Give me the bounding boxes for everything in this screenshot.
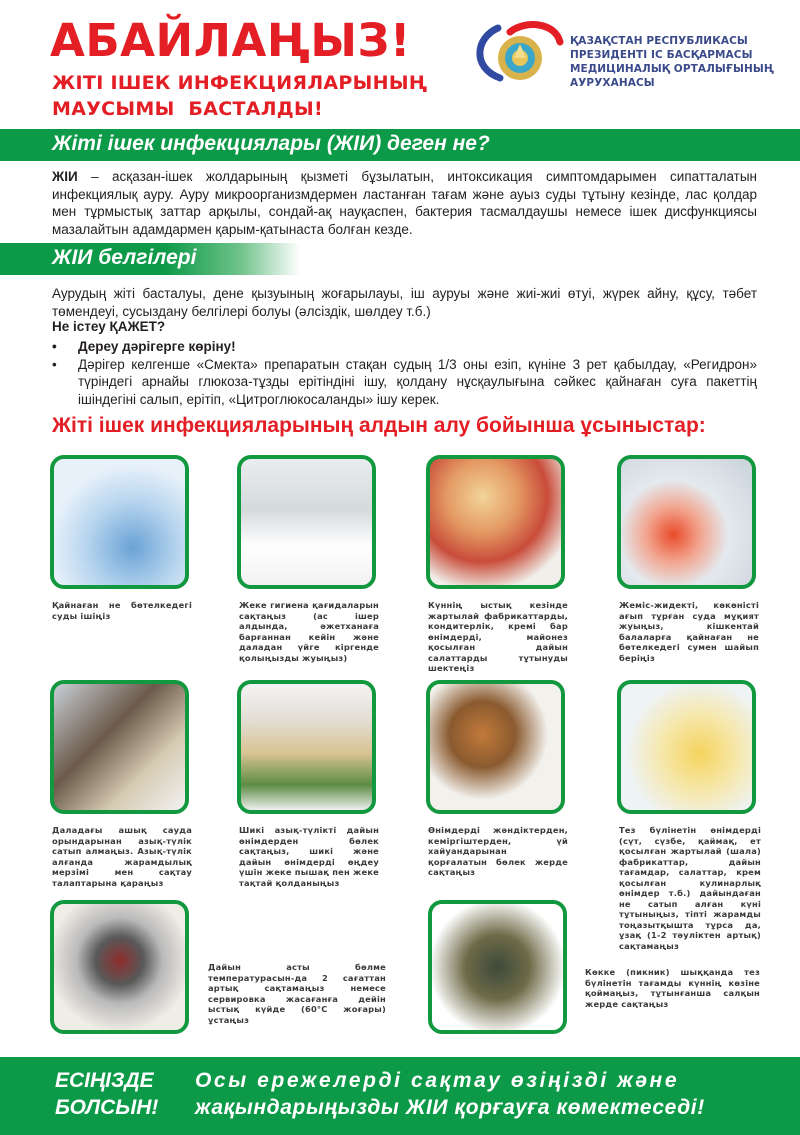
washing-fruit-photo <box>617 455 756 589</box>
dog-cat-food-photo <box>426 680 565 814</box>
magnifier-market-photo <box>50 680 189 814</box>
recommendation-text: Өнімдерді жәндіктерден, кеміргіштерден, үй хайуандарынан қорғалатын бөлек жерде сақтаңыз <box>428 825 568 877</box>
section-heading-text: ЖІИ белгілері <box>52 246 197 269</box>
handwashing-photo <box>237 455 376 589</box>
recommendation-text: Жеке гигиена қағидаларын сақтаңыз (ас ішер алдында, әжетханаға барғаннан кейін және даладан үйге кіргенде қолыңызды жуыңыз) <box>239 600 379 663</box>
page-subtitle <box>52 70 427 122</box>
footer-left-line-2: БОЛСЫН! <box>55 1096 159 1119</box>
org-line-3: МЕДИЦИНАЛЫҚ ОРТАЛЫҒЫНЫҢ <box>570 63 774 75</box>
prepared-food-photo <box>426 455 565 589</box>
page-title: АБАЙЛАҢЫЗ! <box>50 14 411 67</box>
section-heading-symptoms <box>0 243 300 275</box>
what-to-do-heading: Не істеу ҚАЖЕТ? <box>52 319 166 334</box>
picnic-bag-photo <box>428 900 567 1034</box>
term-label: ЖІИ <box>52 169 78 184</box>
list-item: • Дереу дәрігерге көріну! <box>52 338 757 356</box>
org-line-4: АУРУХАНАСЫ <box>570 77 655 89</box>
subtitle-line-2: МАУСЫМЫ БАСТАЛДЫ! <box>52 98 323 120</box>
symptoms-paragraph: Аурудың жіті басталуы, дене қызуының жоғарылауы, іш ауруы және жиі-жиі өтуі, жүрек айну, құсу, тәбет төмендеуі, сусыздану белгілері болуы (әлсіздік, шөлдеу т.б.) <box>52 286 757 319</box>
definition-text: – асқазан-ішек жолдарының қызметі бұзылатын, интоксикация симптомдарымен сипатталатын инфекциялық ауру. Ауру микроорганизмдермен ластанған тағам және ауыз суды тұтыну кезінде, лас қолдар мен тұрмыстық заттар арқылы, сондай-ақ науқаспен, бактерия тасмалдаушы немесе ішек дисфункциясы мазалайтын адамдармен қарым-қатынаста болған кезде. <box>52 169 757 237</box>
dairy-products-photo <box>617 680 756 814</box>
org-line-1: ҚАЗАҚСТАН РЕСПУБЛИКАСЫ <box>570 35 748 47</box>
footer-left-line-1: ЕСІҢІЗДЕ <box>55 1069 154 1092</box>
water-pouring-photo <box>50 455 189 589</box>
recommendation-text: Жеміс-жидекті, көкөністі ағып тұрған суда мұқият жуыңыз, кішкентай балаларға қайнаған не бөтелкедегі сумен шайып беріңіз <box>619 600 759 663</box>
footer-banner <box>0 1057 800 1135</box>
pressure-cooker-photo <box>50 900 189 1034</box>
footer-message <box>195 1067 705 1121</box>
list-item: • Дәрігер келгенше «Смекта» препаратын стақан судың 1/3 оны езіп, күніне 3 рет қабылдау, «Регидрон» түріндегі арнайы глюкоза-тұзды ерітіндіні ішу, қолдану нұсқаулығына сәйкес қайнаған суға пакеттің ішіндегіні салып, ерітіп, «Цитроглюкосаланды» ішу керек. <box>52 356 757 409</box>
section-heading-text: Жіті ішек инфекциялары (ЖІИ) деген не? <box>52 132 490 155</box>
recommendation-text: Күннің ыстық кезінде жартылай фабрикаттарды, кондитерлік, кремі бар өнімдерді, майонез қосылған дайын салаттарды тұтынуды шектеңіз <box>428 600 568 673</box>
recommendations-title: Жіті ішек инфекцияларының алдын алу бойынша ұсыныстар: <box>52 414 706 437</box>
org-line-2: ПРЕЗИДЕНТІ ІС БАСҚАРМАСЫ <box>570 49 753 61</box>
recommendation-text: Даладағы ашық сауда орындарынан азық-түлік сатып алмаңыз. Азық-түлік алғанда жарамдылық мерзімі мен сақтау талаптарына қараңыз <box>52 825 192 888</box>
recommendation-text: Дайын асты бөлме температурасын-да 2 сағаттан артық сақтамаңыз немесе сервировка жасағанға дейін ыстық күйде (60°C жоғары) ұстаңыз <box>208 962 386 1025</box>
fridge-photo <box>237 680 376 814</box>
section-heading-what-is <box>0 129 800 161</box>
recommendation-text: Тез бүлінетін өнімдерді (сүт, сүзбе, қаймақ, ет қосылған жартылай (шала) фабрикаттар, дайын тағамдар, салаттар, крем қосылған кулинарлық өнімдер т.б.) дайындаған не сатып алған күні тұтыныңыз, тіпті жарамды тоңазытқышта тұрса да, ұзақ (1-2 тәуліктен артық) сақтамаңыз <box>619 825 761 951</box>
footer-right-line-1: Осы ережелерді сақтау өзіңізді және <box>195 1069 680 1092</box>
recommendation-text: Қайнаған не бөтелкедегі суды ішіңіз <box>52 600 192 621</box>
definition-paragraph <box>52 168 757 238</box>
recommendation-text: Шикі азық-түлікті дайын өнімдерден бөлек сақтаңыз, шикі және дайын өнімдерді өңдеу үшін жеке пышақ пен жеке тақтай қолданыңыз <box>239 825 379 888</box>
organization-name <box>570 34 774 90</box>
footer-reminder <box>55 1067 158 1121</box>
state-emblem-icon <box>470 20 570 90</box>
footer-right-line-2: жақындарыңызды ЖІИ қорғауға көмектеседі! <box>195 1096 705 1119</box>
subtitle-line-1: ЖІТІ ІШЕК ИНФЕКЦИЯЛАРЫНЫҢ <box>52 72 428 94</box>
recommendation-text: Көкке (пикник) шыққанда тез бүлінетін тағамды күннің көзіне қоймаңыз, тұтынғанша салқын жерде сақтаңыз <box>585 967 760 1009</box>
what-to-do-list <box>52 338 757 408</box>
